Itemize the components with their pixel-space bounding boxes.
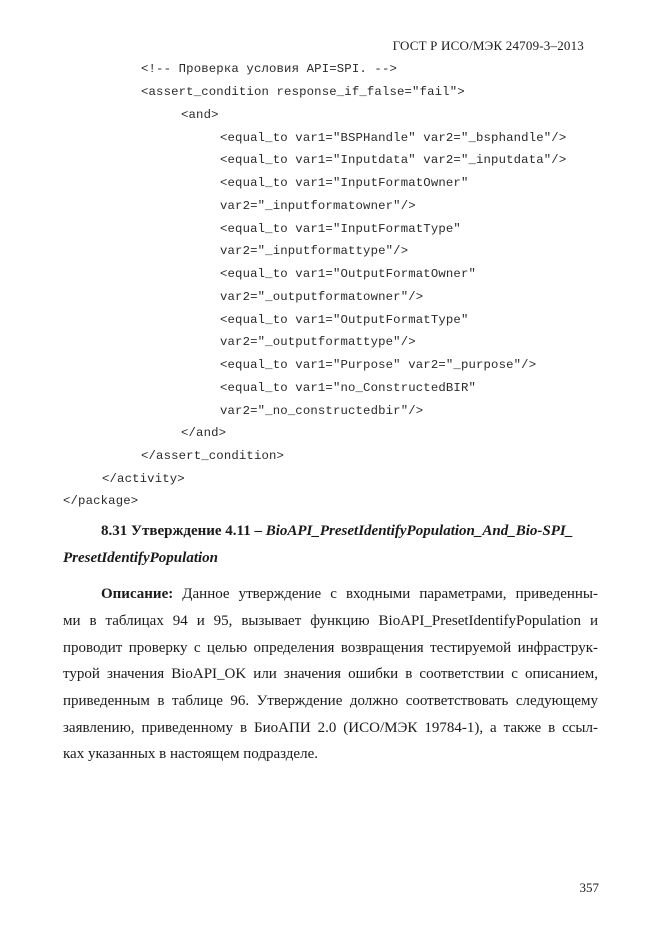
code-line: <equal_to var1="BSPHandle" var2="_bsphandle"/> [220, 131, 567, 145]
description-line: приведенным в таблице 96. Утверждение должно соответствовать следующему [63, 693, 598, 709]
description-line: Описание: Данное утверждение с входными параметрами, приведенны- [101, 586, 598, 602]
section-heading-title: BioAPI_PresetIdentifyPopulation_And_Bio-SPI_ [265, 523, 574, 539]
description-line: ми в таблицах 94 и 95, вызывает функцию BioAPI_PresetIdentifyPopulation и [63, 613, 598, 629]
description-label: Описание: [101, 586, 174, 602]
description-line: проводит проверку с целью определения возвращения тестируемой инфраструк- [63, 640, 598, 656]
code-line: var2="_outputformatowner"/> [220, 290, 424, 304]
code-line: <!-- Проверка условия API=SPI. --> [141, 62, 397, 76]
section-heading-prefix: 8.31 Утверждение 4.11 – [101, 523, 266, 539]
code-line: </assert_condition> [141, 449, 285, 463]
page-number: 357 [579, 880, 599, 895]
description-line: турой значения BioAPI_OK или значения ошибки в соответствии с описанием, [63, 666, 598, 682]
document-header: ГОСТ Р ИСО/МЭК 24709-3–2013 [392, 38, 584, 53]
code-line: var2="_outputformattype"/> [220, 335, 416, 349]
code-line: var2="_inputformatowner"/> [220, 199, 416, 213]
code-line: </package> [63, 494, 139, 508]
code-line: <equal_to var1="InputFormatType" [220, 222, 461, 236]
code-line: var2="_inputformattype"/> [220, 244, 409, 258]
code-line: <assert_condition response_if_false="fail"> [141, 85, 465, 99]
code-line: </and> [181, 426, 227, 440]
section-heading [101, 523, 573, 540]
code-line: var2="_no_constructedbir"/> [220, 404, 424, 418]
code-line: <equal_to var1="OutputFormatType" [220, 313, 469, 327]
description-line: заявлению, приведенному в БиоАПИ 2.0 (ИСО/МЭК 19784-1), а также в ссыл- [63, 720, 598, 736]
code-line: <equal_to var1="Inputdata" var2="_inputdata"/> [220, 153, 567, 167]
description-line: ках указанных в настоящем подразделе. [63, 746, 318, 762]
code-line: <and> [181, 108, 219, 122]
code-line: <equal_to var1="OutputFormatOwner" [220, 267, 476, 281]
code-line: <equal_to var1="no_ConstructedBIR" [220, 381, 476, 395]
code-line: <equal_to var1="Purpose" var2="_purpose"/> [220, 358, 537, 372]
code-line: <equal_to var1="InputFormatOwner" [220, 176, 469, 190]
code-line: </activity> [102, 472, 185, 486]
section-heading-continued: PresetIdentifyPopulation [63, 550, 218, 566]
